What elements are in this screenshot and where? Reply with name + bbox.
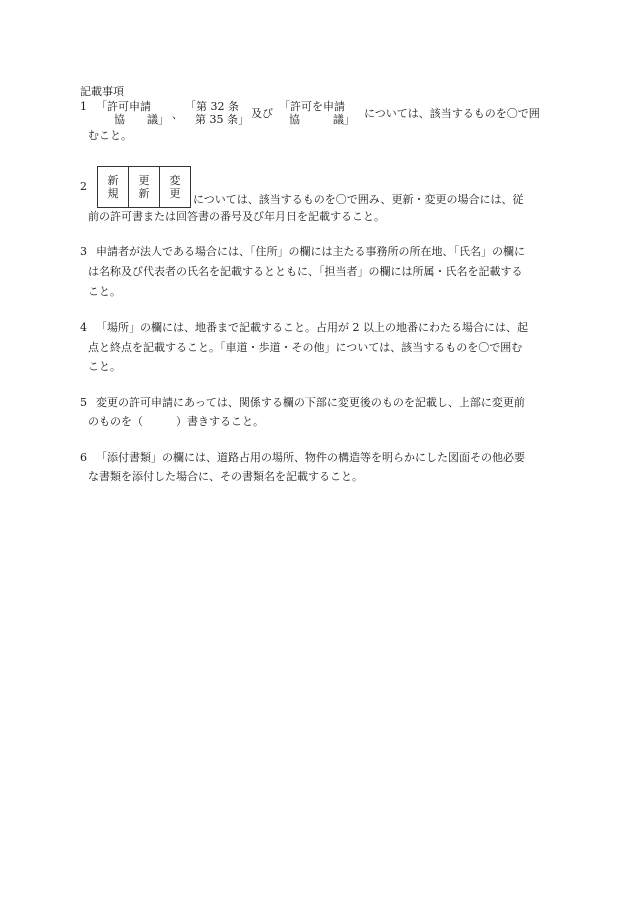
category-cell-top: 新 [107,174,119,187]
item-1-bracket-permit-bottom: 協 議」 [114,113,169,126]
item-1-oyobi: 及び [251,107,273,120]
item-3-number: 3 [80,245,87,258]
category-cell-top: 更 [138,174,150,187]
item-1-bracket-apply-bottom: 協 議」 [289,113,355,126]
item-6-line-2: な書類を添付した場合に、その書類名を記載すること。 [88,470,363,483]
item-2-continuation: 前の許可書または回答書の番号及び年月日を記載すること。 [88,210,385,223]
category-box-table [97,166,191,208]
item-1-continuation: むこと。 [88,129,132,142]
item-4-line-2: 点と終点を記載すること。「車道・歩道・その他」については、該当するものを〇で囲む [88,341,523,354]
item-1-bracket-article-bottom: 第 35 条」 [195,113,249,126]
item-4-number: 4 [80,321,87,334]
heading: 記載事項 [80,85,124,98]
item-1-comma: 、 [172,108,183,121]
item-3-line-3: こと。 [88,285,121,298]
item-1-bracket-permit-top: 「許可申請 [96,100,151,113]
item-1-number: 1 [80,100,87,113]
item-5-line-2: のものを（ ）書きすること。 [88,415,264,428]
category-cell-bottom: 規 [107,187,119,200]
category-cell-bottom: 更 [169,187,181,200]
item-1-text: については、該当するものを〇で囲 [364,107,540,120]
item-4-line-3: こと。 [88,360,121,373]
item-3-line-1: 申請者が法人である場合には、「住所」の欄には主たる事務所の所在地、「氏名」の欄に [96,245,525,258]
item-1-bracket-article [185,100,249,126]
item-2-number: 2 [80,180,87,193]
item-5-line-1: 変更の許可申請にあっては、関係する欄の下部に変更後のものを記載し、上部に変更前 [96,396,525,409]
item-5-number: 5 [80,396,87,409]
item-1-bracket-apply [279,100,355,126]
category-cell-bottom: 新 [138,187,150,200]
item-2-text: については、該当するものを〇で囲み、更新・変更の場合には、従 [193,193,524,206]
category-cell-new [98,167,129,207]
item-6-line-1: 「添付書類」の欄には、道路占用の場所、物件の構造等を明らかにした図面その他必要 [96,451,525,464]
category-cell-top: 変 [169,174,181,187]
item-1-bracket-permit [96,100,169,126]
item-3-line-2: は名称及び代表者の氏名を記載するとともに、「担当者」の欄には所属・氏名を記載する [88,265,523,278]
category-cell-change [160,167,190,207]
item-1-bracket-apply-top: 「許可を申請 [279,100,345,113]
item-1-bracket-article-top: 「第 32 条 [185,100,239,113]
item-6-number: 6 [80,451,87,464]
category-cell-renew [129,167,160,207]
item-4-line-1: 「場所」の欄には、地番まで記載すること。占用が 2 以上の地番にわたる場合には、起 [96,321,528,334]
